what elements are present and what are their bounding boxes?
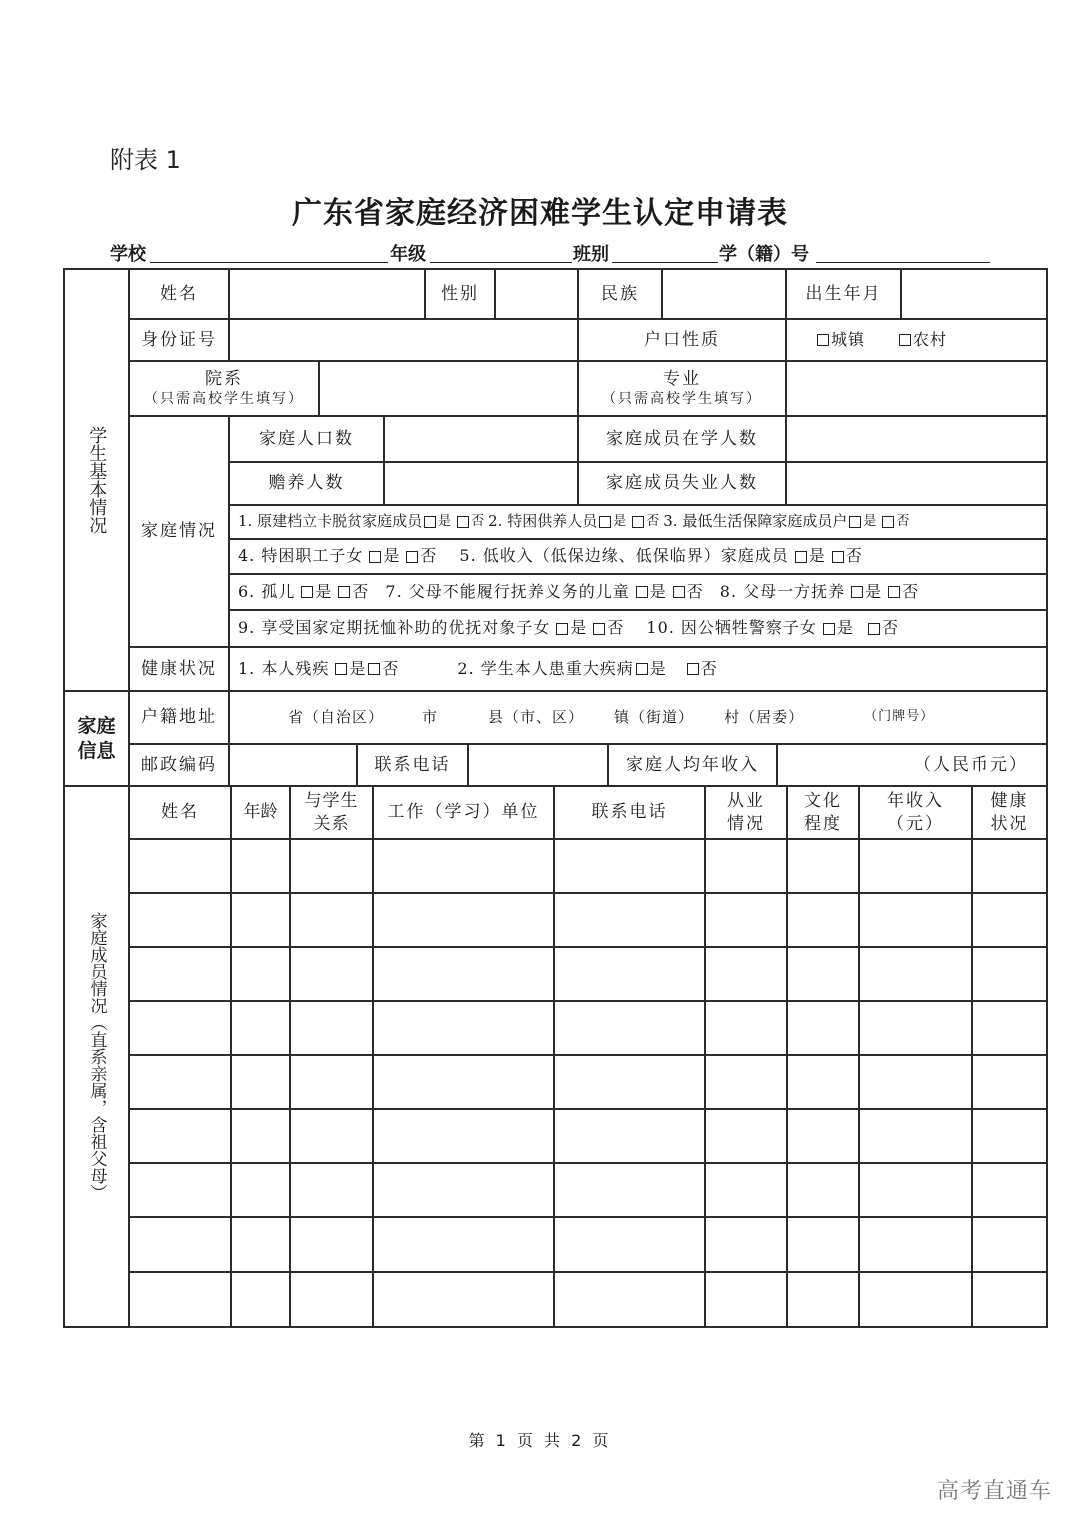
address-county: 县（市、区） [488,707,585,726]
dependents-input[interactable] [385,463,577,504]
checkbox-icon [817,334,829,346]
col-health-2: 状况 [990,813,1029,834]
condition-3-no-checkbox[interactable] [882,516,894,528]
condition-4-yes-checkbox[interactable] [369,551,381,563]
student-id-label: 学（籍）号 [719,244,809,265]
in-school-input[interactable] [787,417,1046,461]
member-row-3[interactable] [130,948,1046,1000]
condition-7-label: 7. 父母不能履行抚养义务的儿童 [385,581,630,601]
condition-10-yes-checkbox[interactable] [823,623,835,635]
member-row-6[interactable] [130,1110,1046,1162]
family-phone-label: 联系电话 [374,754,451,775]
health-1-yes-checkbox[interactable] [335,663,347,675]
col-education-2: 程度 [804,813,842,834]
condition-7-yes-checkbox[interactable] [636,586,648,598]
postcode-input[interactable] [230,745,356,785]
col-relation-1: 与学生 [304,791,359,812]
condition-2-yes-checkbox[interactable] [599,516,611,528]
health-2-yes-checkbox[interactable] [636,663,648,675]
condition-8-yes-checkbox[interactable] [851,586,863,598]
condition-4-label: 4. 特困职工子女 [238,546,364,566]
condition-6-label: 6. 孤儿 [238,581,296,601]
condition-8-no-checkbox[interactable] [888,586,900,598]
col-employment-2: 情况 [727,813,765,834]
condition-2-label: 2. 特困供养人员 [488,512,598,531]
unemployed-input[interactable] [787,463,1046,504]
income-unit: （人民币元） [914,754,1028,775]
page-number: 第 1 页 共 2 页 [468,1431,612,1450]
ethnicity-label: 民族 [601,283,639,304]
condition-4-no-checkbox[interactable] [406,551,418,563]
health-2-label: 2. 学生本人患重大疾病 [457,658,634,678]
household-size-input[interactable] [385,417,577,461]
birth-input[interactable] [902,270,1046,318]
address-province: 省（自治区） [288,707,385,726]
condition-9-yes-checkbox[interactable] [556,623,568,635]
unemployed-label: 家庭成员失业人数 [606,473,758,494]
member-row-2[interactable] [130,894,1046,946]
family-situation-label: 家庭情况 [141,521,217,542]
address-number: （门牌号） [864,709,935,725]
member-row-5[interactable] [130,1056,1046,1108]
health-2-no-checkbox[interactable] [687,663,699,675]
condition-3-yes-checkbox[interactable] [849,516,861,528]
table-border-bottom [63,1326,1048,1328]
dependents-label: 赡养人数 [268,473,345,494]
col-education-1: 文化 [804,791,842,812]
col-income-1: 年收入 [887,791,944,812]
condition-1-yes-checkbox[interactable] [424,516,436,528]
condition-5-yes-checkbox[interactable] [795,551,807,563]
major-input[interactable] [787,362,1046,415]
member-row-7[interactable] [130,1164,1046,1216]
condition-7-no-checkbox[interactable] [673,586,685,598]
condition-9-label: 9. 享受国家定期抚恤补助的优抚对象子女 [238,618,551,638]
condition-5-label: 5. 低收入（低保边缘、低保临界）家庭成员 [459,546,789,566]
conditions-row-3: 6. 孤儿 是 否 7. 父母不能履行抚养义务的儿童 是 否 8. 父母一方抚养 是 否 [238,581,920,601]
member-row-4[interactable] [130,1002,1046,1054]
in-school-label: 家庭成员在学人数 [606,428,758,449]
health-label: 健康状况 [141,658,217,679]
class-label: 班别 [573,244,609,265]
member-row-1[interactable] [130,840,1046,892]
birth-label: 出生年月 [805,283,882,304]
section-label-family-info-2: 信息 [77,739,116,762]
name-label: 姓名 [160,283,198,304]
gender-label: 性别 [441,283,479,304]
address-village: 村（居委） [724,707,805,726]
school-label: 学校 [110,244,146,265]
table-border-right [1046,268,1048,1328]
form-title: 广东省家庭经济困难学生认定申请表 [292,196,788,231]
grade-field[interactable] [430,262,572,263]
condition-5-no-checkbox[interactable] [832,551,844,563]
checkbox-icon [899,334,911,346]
conditions-row-1: 1. 原建档立卡脱贫家庭成员 是 否 2. 特困供养人员 是 否 3. 最低生活保障家庭成员户 是 否 [238,512,910,531]
appendix-label: 附表 1 [110,146,181,174]
id-input[interactable] [230,320,577,360]
condition-1-no-checkbox[interactable] [457,516,469,528]
grade-label: 年级 [390,244,426,265]
conditions-row-2: 4. 特困职工子女 是 否 5. 低收入（低保边缘、低保临界）家庭成员 是 否 [238,546,863,566]
address-label: 户籍地址 [141,707,217,728]
student-id-field[interactable] [816,262,990,263]
ethnicity-input[interactable] [663,270,785,318]
major-note: （只需高校学生填写） [602,391,762,408]
address-city: 市 [422,707,439,726]
health-1-label: 1. 本人残疾 [238,658,330,678]
section-label-family-info-1: 家庭 [77,714,116,737]
condition-10-label: 10. 因公牺牲警察子女 [646,618,817,638]
condition-6-yes-checkbox[interactable] [301,586,313,598]
member-row-9[interactable] [130,1273,1046,1326]
income-label: 家庭人均年收入 [626,754,759,775]
member-row-8[interactable] [130,1218,1046,1271]
class-field[interactable] [612,262,718,263]
col-age: 年龄 [243,802,278,823]
condition-10-no-checkbox[interactable] [868,623,880,635]
condition-1-label: 1. 原建档立卡脱贫家庭成员 [238,512,423,531]
department-note: （只需高校学生填写） [144,391,304,408]
health-1-no-checkbox[interactable] [368,663,380,675]
col-work: 工作（学习）单位 [387,802,540,823]
department-label: 院系 [205,369,243,390]
name-input[interactable] [230,270,424,318]
conditions-row-4: 9. 享受国家定期抚恤补助的优抚对象子女 是 否 10. 因公牺牲警察子女 是 否 [238,618,899,638]
col-income-2: （元） [887,813,944,834]
col-health-1: 健康 [990,791,1029,812]
address-town: 镇（街道） [614,707,695,726]
condition-6-no-checkbox[interactable] [338,586,350,598]
hukou-option-rural[interactable]: 农村 [893,330,947,351]
condition-3-label: 3. 最低生活保障家庭成员户 [663,512,848,531]
postcode-label: 邮政编码 [141,754,217,775]
condition-8-label: 8. 父母一方抚养 [719,581,846,601]
section-label-members: 家庭成员情况（直系亲属，含祖父母） [86,912,107,1201]
id-label: 身份证号 [141,329,217,350]
col-phone: 联系电话 [591,802,668,823]
family-phone-input[interactable] [469,745,607,785]
gender-input[interactable] [496,270,577,318]
address-input[interactable] [230,692,1046,743]
col-relation-2: 关系 [313,813,350,834]
income-input[interactable] [778,745,1046,785]
watermark: 高考直通车 [936,1479,1052,1504]
section-label-student: 学生基本情况 [86,426,108,534]
health-options: 1. 本人残疾 是 否 2. 学生本人患重大疾病 是 否 [238,658,718,678]
condition-9-no-checkbox[interactable] [593,623,605,635]
hukou-label: 户口性质 [644,329,720,350]
condition-2-no-checkbox[interactable] [632,516,644,528]
hukou-option-urban[interactable]: 城镇 [811,330,865,351]
household-size-label: 家庭人口数 [259,428,354,449]
col-name: 姓名 [161,802,199,823]
school-field[interactable] [150,262,388,263]
department-input[interactable] [320,362,577,415]
col-employment-1: 从业 [727,791,765,812]
major-label: 专业 [663,369,701,390]
